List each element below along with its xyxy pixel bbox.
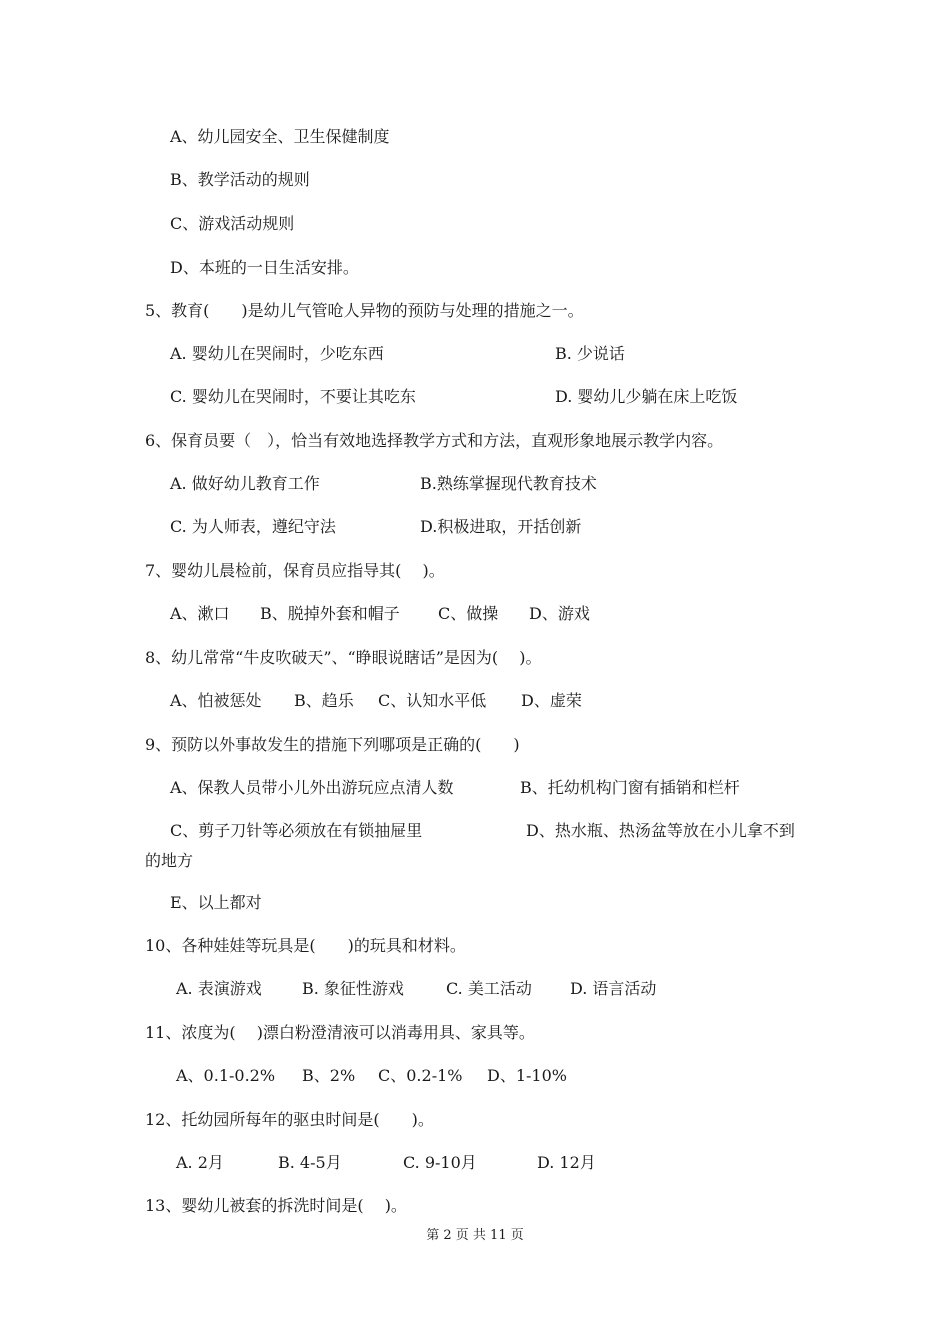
q6-option-c: C. 为人师表，遵纪守法	[170, 517, 336, 536]
q7-option-b: B、脱掉外套和帽子	[260, 604, 400, 623]
q7-option-c: C、做操	[438, 604, 499, 623]
q12-option-a: A. 2月	[176, 1153, 224, 1172]
q5-option-b: B. 少说话	[555, 344, 625, 363]
q9-stem: 9、预防以外事故发生的措施下列哪项是正确的( )	[145, 735, 520, 754]
q11-option-b: B、2%	[302, 1066, 356, 1085]
q11-stem: 11、浓度为( )漂白粉澄清液可以消毒用具、家具等。	[145, 1023, 535, 1042]
q10-option-c: C. 美工活动	[446, 979, 532, 998]
q12-option-d: D. 12月	[537, 1153, 596, 1172]
q4-option-c: C、游戏活动规则	[170, 214, 295, 233]
q9-option-d-continued: 的地方	[145, 851, 194, 870]
page-footer: 第 2 页 共 11 页	[426, 1228, 524, 1243]
q4-option-b: B、教学活动的规则	[170, 170, 310, 189]
q11-option-d: D、1-10%	[487, 1066, 567, 1085]
q11-option-a: A、0.1-0.2%	[176, 1066, 276, 1085]
q12-option-c: C. 9-10月	[403, 1153, 477, 1172]
q10-option-a: A. 表演游戏	[176, 979, 262, 998]
q6-stem: 6、保育员要（ ），恰当有效地选择教学方式和方法，直观形象地展示教学内容。	[145, 431, 724, 450]
q13-stem: 13、婴幼儿被套的拆洗时间是( )。	[145, 1196, 407, 1215]
q5-option-d: D. 婴幼儿少躺在床上吃饭	[555, 387, 738, 406]
q9-option-d: D、热水瓶、热汤盆等放在小儿拿不到	[526, 821, 795, 840]
q12-option-b: B. 4-5月	[278, 1153, 342, 1172]
q7-stem: 7、婴幼儿晨检前，保育员应指导其( )。	[145, 561, 445, 580]
q11-option-c: C、0.2-1%	[378, 1066, 463, 1085]
q6-option-a: A. 做好幼儿教育工作	[170, 474, 320, 493]
q10-stem: 10、各种娃娃等玩具是( )的玩具和材料。	[145, 936, 466, 955]
q7-option-d: D、游戏	[529, 604, 590, 623]
q6-option-d: D.积极进取，开括创新	[420, 517, 582, 536]
q5-option-a: A. 婴幼儿在哭闹时，少吃东西	[170, 344, 384, 363]
q8-option-a: A、怕被惩处	[170, 691, 262, 710]
q8-option-d: D、虚荣	[521, 691, 582, 710]
q4-option-d: D、本班的一日生活安排。	[170, 258, 359, 277]
q9-option-c: C、剪子刀针等必须放在有锁抽屉里	[170, 821, 423, 840]
q8-stem: 8、幼儿常常“牛皮吹破天”、“睁眼说瞎话”是因为( )。	[145, 648, 542, 667]
q12-stem: 12、托幼园所每年的驱虫时间是( )。	[145, 1110, 434, 1129]
q8-option-b: B、趋乐	[294, 691, 354, 710]
q9-option-e: E、以上都对	[170, 893, 262, 912]
q10-option-b: B. 象征性游戏	[302, 979, 404, 998]
q5-option-c: C. 婴幼儿在哭闹时，不要让其吃东	[170, 387, 416, 406]
q5-stem: 5、教育( )是幼儿气管呛人异物的预防与处理的措施之一。	[145, 301, 584, 320]
q4-option-a: A、幼儿园安全、卫生保健制度	[170, 127, 390, 146]
q6-option-b: B.熟练掌握现代教育技术	[420, 474, 597, 493]
q10-option-d: D. 语言活动	[570, 979, 657, 998]
q7-option-a: A、漱口	[170, 604, 230, 623]
q9-option-a: A、保教人员带小儿外出游玩应点清人数	[170, 778, 454, 797]
q9-option-b: B、托幼机构门窗有插销和栏杆	[520, 778, 740, 797]
q8-option-c: C、认知水平低	[378, 691, 487, 710]
